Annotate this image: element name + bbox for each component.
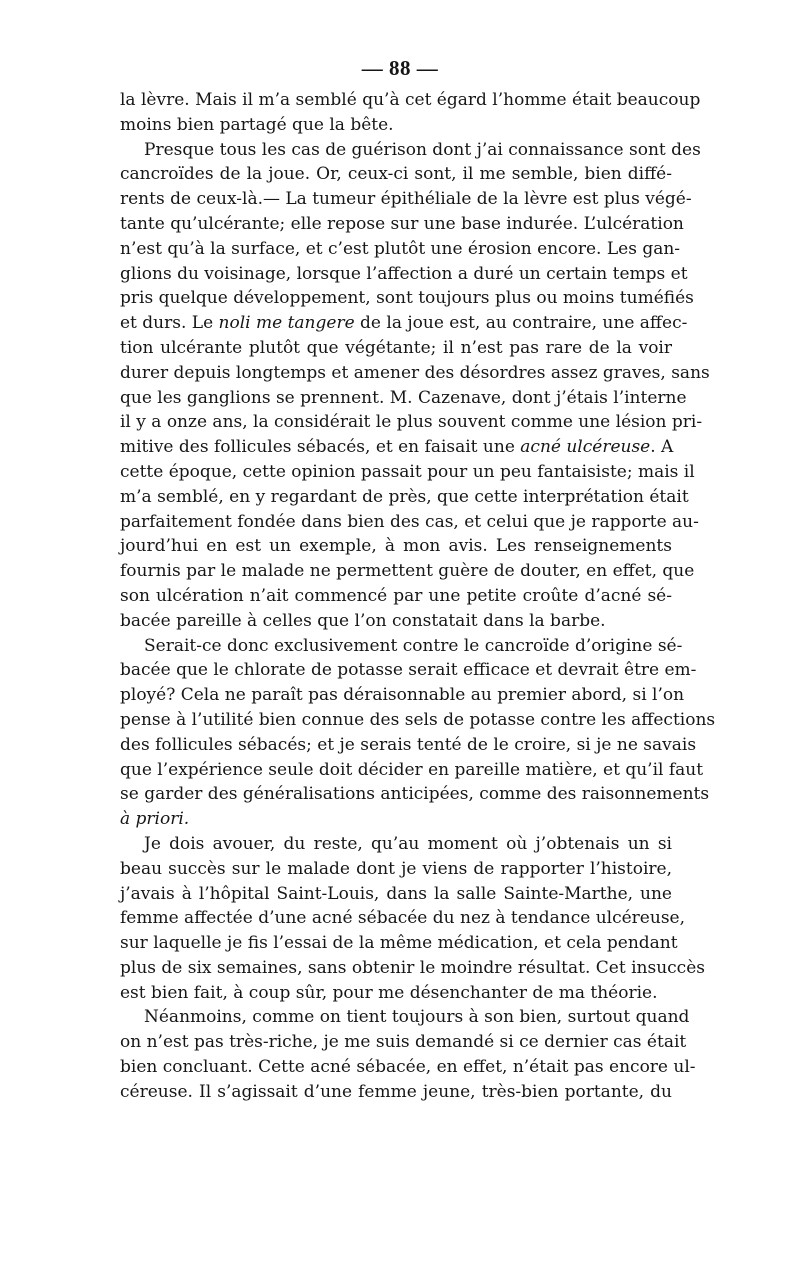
text-segment: mitive des follicules sébacés, et en faisait une [120, 437, 521, 458]
text-line: femme affectée d’une acné sébacée du nez à tendance ulcéreuse, [120, 908, 686, 929]
paragraph-1 [120, 88, 701, 138]
text-line: la lèvre. Mais il m’a semblé qu’à cet égard l’homme était beaucoup [120, 90, 701, 110]
text-line: parfaitement fondée dans bien des cas, et celui que je rapporte au- [120, 511, 699, 532]
text-line: pense à l’utilité bien connue des sels de potasse contre les affections [120, 709, 716, 730]
text-line: cette époque, cette opinion passait pour un peu fantaisiste; mais il [120, 461, 695, 482]
text-line: n’est qu’à la surface, et c’est plutôt une érosion encore. Les gan- [120, 238, 681, 259]
text-line [120, 435, 672, 460]
italic-phrase: acné ulcéreuse [520, 437, 651, 458]
text-line: bacée que le chlorate de potasse serait efficace et devrait être em- [120, 660, 697, 681]
text-line: Presque tous les cas de guérison dont j’ai connaissance sont des [144, 139, 701, 160]
text-line: tante qu’ulcérante; elle repose sur une base indurée. L’ulcération [120, 213, 684, 234]
text-line: durer depuis longtemps et amener des désordres assez graves, sans [120, 362, 710, 383]
paragraph-4 [120, 832, 705, 1006]
text-line: à priori. [120, 809, 190, 830]
text-line: se garder des généralisations anticipées, comme des raisonnements [120, 784, 710, 805]
text-line: céreuse. Il s’agissait d’une femme jeune, très-bien portante, du [120, 1081, 672, 1102]
text-line: Je dois avouer, du reste, qu’au moment où j’obtenais un si [144, 833, 672, 854]
paragraph-5 [120, 1005, 696, 1104]
text-line: fournis par le malade ne permettent guère de douter, en effet, que [120, 561, 695, 582]
text-line: sur laquelle je fis l’essai de la même médication, et cela pendant [120, 933, 678, 954]
text-line: que les ganglions se prennent. M. Cazenave, dont j’étais l’interne [120, 387, 687, 408]
text-segment: de la joue est, au contraire, une affec- [354, 313, 688, 334]
page-number: — 88 — [361, 56, 439, 80]
text-line: on n’est pas très-riche, je me suis demandé si ce dernier cas était [120, 1032, 687, 1053]
text-line: glions du voisinage, lorsque l’affection a duré un certain temps et [120, 263, 688, 284]
text-line: tion ulcérante plutôt que végétante; il n’est pas rare de la voir [120, 337, 672, 358]
italic-phrase: noli me tangere [218, 313, 355, 334]
text-line: Serait-ce donc exclusivement contre le cancroïde d’origine sé- [144, 635, 683, 656]
text-line: bacée pareille à celles que l’on constatait dans la barbe. [120, 610, 606, 631]
text-line: des follicules sébacés; et je serais tenté de le croire, si je ne savais [120, 734, 697, 755]
text-line: il y a onze ans, la considérait le plus souvent comme une lésion pri- [120, 412, 703, 433]
text-segment: . A [650, 437, 674, 458]
text-line: bien concluant. Cette acné sébacée, en effet, n’était pas encore ul- [120, 1057, 696, 1078]
text-segment: et durs. Le [120, 313, 219, 334]
text-line: rents de ceux-là.— La tumeur épithéliale de la lèvre est plus végé- [120, 189, 692, 210]
paragraph-2 [120, 138, 710, 634]
text-line: cancroïdes de la joue. Or, ceux-ci sont, il me semble, bien diffé- [120, 164, 672, 185]
body-text [120, 88, 716, 1105]
text-line: m’a semblé, en y regardant de près, que cette interprétation était [120, 486, 689, 507]
text-line: que l’expérience seule doit décider en pareille matière, et qu’il faut [120, 759, 704, 780]
text-line: jourd’hui en est un exemple, à mon avis. Les renseignements [120, 536, 672, 557]
text-line [120, 311, 688, 336]
paragraph-3 [120, 634, 716, 832]
text-line: son ulcération n’ait commencé par une petite croûte d’acné sé- [120, 585, 672, 606]
text-line: est bien fait, à coup sûr, pour me désenchanter de ma théorie. [120, 982, 658, 1003]
text-line: ployé? Cela ne paraît pas déraisonnable au premier abord, si l’on [120, 685, 685, 706]
text-line: j’avais à l’hôpital Saint-Louis, dans la salle Sainte-Marthe, une [120, 883, 672, 904]
text-line: plus de six semaines, sans obtenir le moindre résultat. Cet insuccès [120, 957, 705, 978]
text-line: pris quelque développement, sont toujours plus ou moins tuméfiés [120, 288, 694, 309]
text-line: Néanmoins, comme on tient toujours à son bien, surtout quand [144, 1007, 690, 1028]
text-line: moins bien partagé que la bête. [120, 114, 394, 135]
text-line: beau succès sur le malade dont je viens de rapporter l’histoire, [120, 858, 672, 879]
